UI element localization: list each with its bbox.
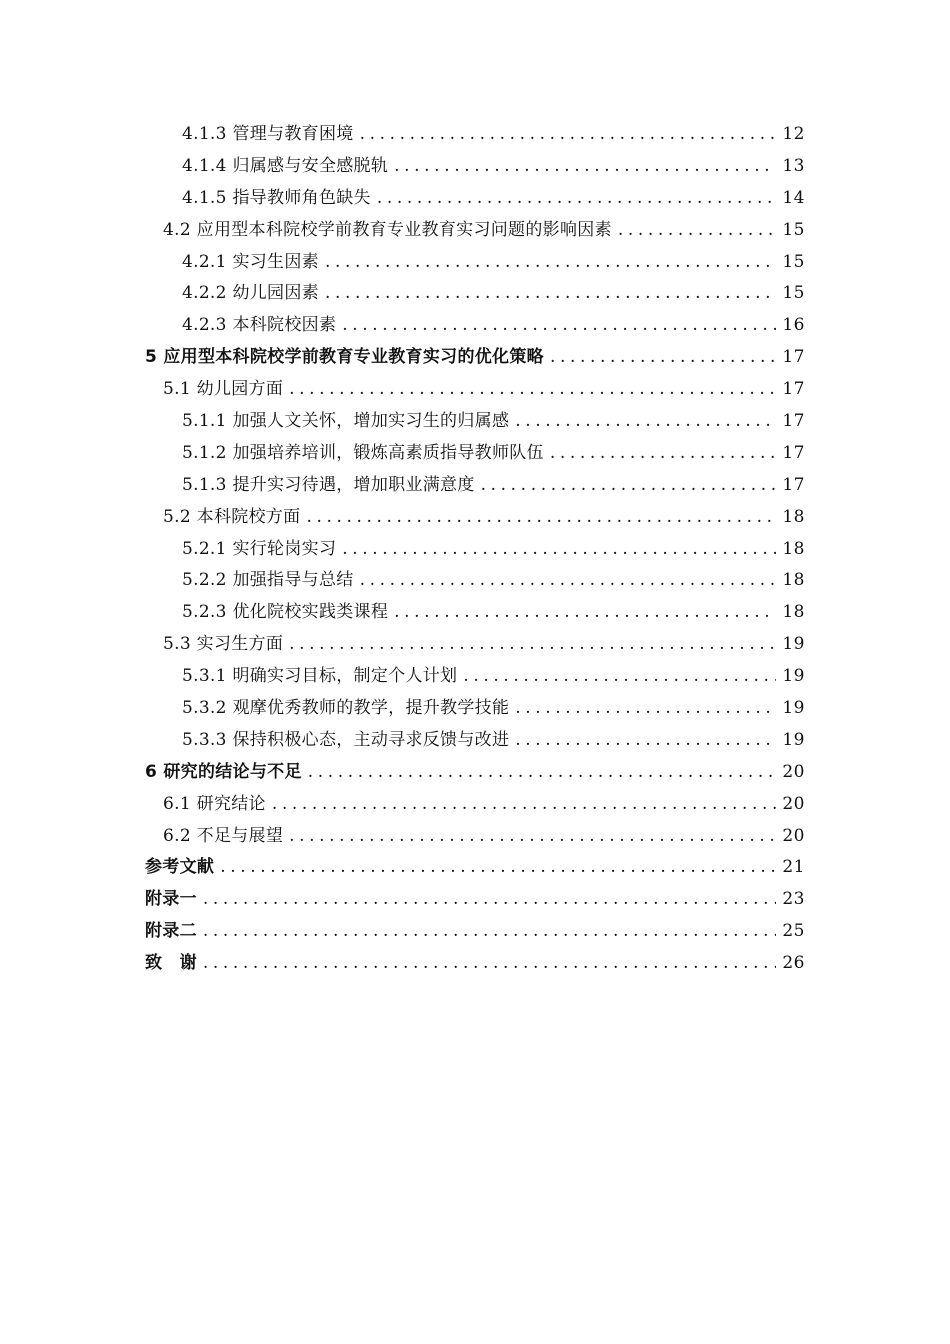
toc-entry-4-2[interactable] bbox=[0, 214, 950, 246]
toc-entry-title: 4.1.5 指导教师角色缺失 bbox=[182, 187, 371, 208]
toc-entry-title: 5.2.1 实行轮岗实习 bbox=[182, 538, 337, 559]
toc-entry-title: 附录一 bbox=[145, 889, 197, 910]
toc-entry-5-1-1[interactable] bbox=[0, 405, 950, 437]
toc-entry-5-3[interactable] bbox=[0, 628, 950, 660]
toc-entry-title: 6.1 研究结论 bbox=[163, 793, 266, 814]
toc-entry-page: 17 bbox=[782, 379, 805, 400]
toc-entry-5-1[interactable] bbox=[0, 373, 950, 405]
toc-entry-page: 25 bbox=[782, 921, 805, 942]
toc-entry-page: 13 bbox=[782, 155, 805, 176]
toc-entry-page: 20 bbox=[782, 825, 805, 846]
toc-entry-title: 参考文献 bbox=[145, 857, 215, 878]
dot-leader bbox=[515, 728, 776, 752]
toc-entry-page: 17 bbox=[782, 347, 805, 368]
toc-entry-page: 18 bbox=[782, 570, 805, 591]
dot-leader bbox=[289, 377, 776, 401]
dot-leader bbox=[550, 441, 777, 465]
dot-leader bbox=[289, 824, 776, 848]
toc-entry-title: 5.3.2 观摩优秀教师的教学，提升教学技能 bbox=[182, 698, 510, 719]
toc-entry-page: 17 bbox=[782, 411, 805, 432]
toc-entry-title: 5.1.2 加强培养培训，锻炼高素质指导教师队伍 bbox=[182, 442, 544, 463]
dot-leader bbox=[360, 568, 777, 592]
toc-entry-title: 4.2.1 实习生因素 bbox=[182, 251, 319, 272]
toc-entry-references[interactable] bbox=[0, 851, 950, 883]
dot-leader bbox=[325, 250, 776, 274]
toc-entry-title: 附录二 bbox=[145, 921, 197, 942]
toc-entry-5-1-2[interactable] bbox=[0, 437, 950, 469]
dot-leader bbox=[203, 887, 776, 911]
toc-entry-6-2[interactable] bbox=[0, 820, 950, 852]
toc-entry-appendix-2[interactable] bbox=[0, 915, 950, 947]
dot-leader bbox=[463, 664, 776, 688]
toc-entry-title: 5 应用型本科院校学前教育专业教育实习的优化策略 bbox=[145, 347, 544, 368]
toc-entry-title: 5.3.1 明确实习目标，制定个人计划 bbox=[182, 666, 458, 687]
toc-entry-page: 18 bbox=[782, 538, 805, 559]
toc-entry-page: 15 bbox=[782, 219, 805, 240]
dot-leader bbox=[360, 122, 777, 146]
toc-entry-page: 12 bbox=[782, 124, 805, 144]
dot-leader bbox=[550, 345, 776, 369]
dot-leader bbox=[325, 281, 776, 305]
dot-leader bbox=[306, 505, 776, 529]
dot-leader bbox=[618, 218, 777, 242]
dot-leader bbox=[515, 696, 776, 720]
toc-entry-page: 17 bbox=[782, 442, 805, 463]
toc-entry-5-3-2[interactable] bbox=[0, 692, 950, 724]
toc-entry-5-1-3[interactable] bbox=[0, 469, 950, 501]
toc-entry-page: 19 bbox=[782, 634, 805, 655]
toc-entry-acknowledgements[interactable] bbox=[0, 947, 950, 979]
dot-leader bbox=[203, 951, 776, 975]
toc-entry-page: 21 bbox=[782, 857, 805, 878]
toc-entry-4-2-1[interactable] bbox=[0, 246, 950, 278]
dot-leader bbox=[308, 760, 777, 784]
toc-entry-5-2-1[interactable] bbox=[0, 533, 950, 565]
toc-entry-page: 15 bbox=[782, 251, 805, 272]
toc-entry-4-1-4[interactable] bbox=[0, 150, 950, 182]
dot-leader bbox=[203, 919, 776, 943]
dot-leader bbox=[394, 154, 776, 178]
toc-entry-5[interactable] bbox=[0, 341, 950, 373]
toc-entry-page: 14 bbox=[782, 187, 805, 208]
toc-entry-title: 4.2.3 本科院校因素 bbox=[182, 315, 337, 336]
dot-leader bbox=[394, 600, 776, 624]
toc-entry-page: 20 bbox=[782, 793, 805, 814]
toc-entry-title: 5.1.1 加强人文关怀，增加实习生的归属感 bbox=[182, 411, 510, 432]
toc-entry-page: 16 bbox=[782, 315, 805, 336]
toc-entry-title: 4.1.4 归属感与安全感脱轨 bbox=[182, 155, 389, 176]
toc-entry-page: 19 bbox=[782, 666, 805, 687]
toc-entry-title: 5.2.2 加强指导与总结 bbox=[182, 570, 354, 591]
toc-entry-4-2-3[interactable] bbox=[0, 309, 950, 341]
toc-entry-page: 20 bbox=[782, 761, 805, 782]
toc-entry-page: 17 bbox=[782, 474, 805, 495]
table-of-contents bbox=[0, 118, 950, 979]
toc-entry-4-1-5[interactable] bbox=[0, 182, 950, 214]
toc-entry-title: 6.2 不足与展望 bbox=[163, 825, 284, 846]
toc-entry-title: 5.2 本科院校方面 bbox=[163, 506, 301, 527]
dot-leader bbox=[377, 186, 777, 210]
toc-entry-title: 致 谢 bbox=[145, 953, 197, 974]
toc-entry-title: 5.3 实习生方面 bbox=[163, 634, 284, 655]
toc-entry-title: 5.3.3 保持积极心态，主动寻求反馈与改进 bbox=[182, 729, 510, 750]
toc-entry-4-1-3[interactable] bbox=[0, 118, 950, 150]
toc-entry-5-2-3[interactable] bbox=[0, 596, 950, 628]
toc-entry-page: 26 bbox=[782, 953, 805, 974]
toc-entry-appendix-1[interactable] bbox=[0, 883, 950, 915]
toc-entry-page: 19 bbox=[782, 698, 805, 719]
dot-leader bbox=[342, 313, 776, 337]
toc-entry-5-2[interactable] bbox=[0, 501, 950, 533]
toc-entry-5-3-3[interactable] bbox=[0, 724, 950, 756]
toc-entry-6[interactable] bbox=[0, 756, 950, 788]
toc-entry-page: 18 bbox=[782, 506, 805, 527]
dot-leader bbox=[481, 473, 777, 497]
toc-entry-title: 5.1 幼儿园方面 bbox=[163, 379, 284, 400]
toc-entry-5-3-1[interactable] bbox=[0, 660, 950, 692]
toc-entry-title: 4.2 应用型本科院校学前教育专业教育实习问题的影响因素 bbox=[163, 219, 612, 240]
toc-entry-page: 23 bbox=[782, 889, 805, 910]
toc-entry-4-2-2[interactable] bbox=[0, 277, 950, 309]
dot-leader bbox=[272, 792, 777, 816]
toc-entry-title: 5.1.3 提升实习待遇，增加职业满意度 bbox=[182, 474, 475, 495]
dot-leader bbox=[220, 855, 776, 879]
dot-leader bbox=[289, 632, 776, 656]
toc-entry-title: 4.2.2 幼儿园因素 bbox=[182, 283, 319, 304]
toc-entry-6-1[interactable] bbox=[0, 788, 950, 820]
toc-entry-title: 4.1.3 管理与教育困境 bbox=[182, 124, 354, 144]
toc-entry-page: 18 bbox=[782, 602, 805, 623]
toc-entry-5-2-2[interactable] bbox=[0, 564, 950, 596]
toc-entry-title: 5.2.3 优化院校实践类课程 bbox=[182, 602, 389, 623]
dot-leader bbox=[515, 409, 776, 433]
dot-leader bbox=[342, 537, 776, 561]
toc-entry-page: 15 bbox=[782, 283, 805, 304]
toc-entry-page: 19 bbox=[782, 729, 805, 750]
toc-entry-title: 6 研究的结论与不足 bbox=[145, 761, 302, 782]
